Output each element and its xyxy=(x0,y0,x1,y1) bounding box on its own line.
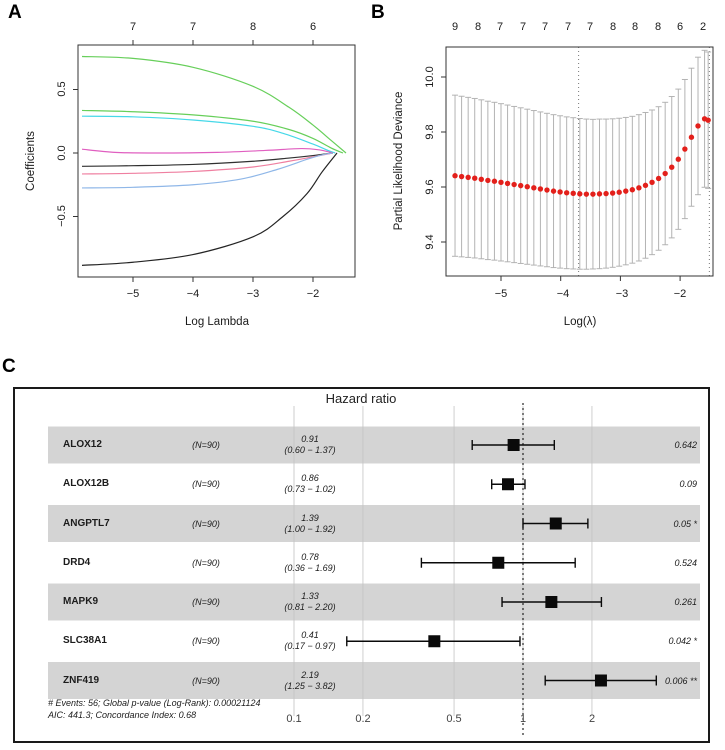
forest-x-tick-label: 0.2 xyxy=(355,713,371,725)
forest-gene-label: DRD4 xyxy=(63,557,91,568)
forest-ci-value: (0.17 − 0.97) xyxy=(284,640,336,651)
forest-gene-label: ZNF419 xyxy=(63,675,100,686)
forest-gene-label: MAPK9 xyxy=(63,596,99,607)
forest-hr-cell xyxy=(284,591,335,612)
cv-top-axis-label: 9 xyxy=(451,21,459,33)
forest-n-label: (N=90) xyxy=(192,479,220,489)
forest-x-tick-label: 0.1 xyxy=(286,713,302,725)
coef-path-4 xyxy=(82,149,333,153)
forest-hr-value: 1.39 xyxy=(301,513,319,523)
forest-x-tick-label: 1 xyxy=(519,713,527,725)
cv-x-tick-label: −2 xyxy=(673,288,687,300)
forest-hr-cell xyxy=(284,630,335,651)
cv-top-axis-label: 6 xyxy=(676,21,684,33)
cv-top-axis-label: 7 xyxy=(519,21,527,33)
forest-hr-marker xyxy=(550,518,562,530)
panel-b-letter: B xyxy=(371,2,385,23)
forest-ci-value: (1.25 − 3.82) xyxy=(284,680,336,691)
forest-hr-marker xyxy=(502,478,514,490)
lasso-curves xyxy=(82,56,346,265)
forest-hr-cell xyxy=(284,513,335,534)
forest-gene-label: ALOX12 xyxy=(63,439,102,450)
lasso-y-tick-label: 0.0 xyxy=(56,145,68,161)
lasso-top-axis-label: 8 xyxy=(249,21,257,33)
forest-p-value: 0.09 xyxy=(679,479,697,489)
forest-gene-label: ANGPTL7 xyxy=(63,518,110,529)
cv-top-axis-label: 8 xyxy=(474,21,482,33)
forest-row-band xyxy=(48,427,700,464)
forest-hr-marker xyxy=(492,557,504,569)
forest-n-label: (N=90) xyxy=(192,636,220,646)
forest-p-value: 0.042 * xyxy=(668,636,697,646)
forest-hr-marker xyxy=(508,439,520,451)
forest-n-label: (N=90) xyxy=(192,440,220,450)
forest-title: Hazard ratio xyxy=(325,391,397,406)
lasso-y-tick-label: −0.5 xyxy=(56,205,68,227)
forest-hr-value: 0.91 xyxy=(301,434,319,444)
forest-hr-value: 0.41 xyxy=(301,630,319,640)
forest-ci-value: (0.81 − 2.20) xyxy=(284,601,336,612)
cv-top-axis-label: 8 xyxy=(654,21,662,33)
cv-top-axis-label: 7 xyxy=(496,21,504,33)
forest-plot xyxy=(14,388,709,742)
lasso-x-tick-label: −4 xyxy=(186,288,200,300)
forest-hr-value: 1.33 xyxy=(301,591,319,601)
forest-p-value: 0.006 ** xyxy=(664,676,697,686)
forest-n-label: (N=90) xyxy=(192,597,220,607)
panel-c-letter: C xyxy=(2,356,16,377)
forest-ci-value: (0.73 − 1.02) xyxy=(284,483,336,494)
forest-footer-aic: AIC: 441.3; Concordance Index: 0.68 xyxy=(48,710,197,720)
lasso-y-tick-label: 0.5 xyxy=(56,81,68,97)
forest-whiskers xyxy=(347,439,657,687)
lasso-x-tick-label: −3 xyxy=(246,288,260,300)
forest-p-value: 0.05 * xyxy=(673,519,697,529)
forest-n-label: (N=90) xyxy=(192,676,220,686)
forest-hr-marker xyxy=(545,596,557,608)
forest-hr-cell xyxy=(284,473,335,494)
cv-top-axis-label: 7 xyxy=(564,21,572,33)
forest-hr-value: 0.78 xyxy=(301,552,319,562)
forest-n-label: (N=90) xyxy=(192,558,220,568)
forest-row-band xyxy=(48,584,700,621)
cv-y-tick-label: 9.6 xyxy=(424,179,436,195)
lasso-top-axis-label: 6 xyxy=(309,21,317,33)
forest-hr-marker xyxy=(595,675,607,687)
cv-errorbars xyxy=(452,50,711,269)
coef-path-8 xyxy=(82,153,337,265)
forest-x-tick-label: 2 xyxy=(588,713,596,725)
cv-y-tick-label: 9.4 xyxy=(424,234,436,250)
cv-x-tick-label: −4 xyxy=(556,288,570,300)
cv-top-axis-label: 7 xyxy=(541,21,549,33)
forest-x-tick-label: 0.5 xyxy=(446,713,462,725)
cv-top-axis-label: 8 xyxy=(609,21,617,33)
forest-p-value: 0.261 xyxy=(674,597,697,607)
forest-hr-cell xyxy=(284,434,335,455)
cv-y-tick-label: 10.0 xyxy=(424,66,436,88)
forest-hr-cell xyxy=(284,552,335,573)
forest-hr-marker xyxy=(428,635,440,647)
cv-top-axis-label: 2 xyxy=(699,21,707,33)
forest-gene-label: SLC38A1 xyxy=(63,635,107,646)
lasso-y-axis-title: Coefficients xyxy=(25,131,37,191)
coef-path-3 xyxy=(82,116,335,153)
forest-hr-value: 2.19 xyxy=(301,670,319,680)
forest-ci-value: (1.00 − 1.92) xyxy=(284,523,336,534)
lasso-x-tick-label: −2 xyxy=(306,288,320,300)
forest-gene-label: ALOX12B xyxy=(63,478,110,489)
lasso-plot-border xyxy=(78,45,355,277)
coef-path-1 xyxy=(82,56,346,153)
lasso-plot xyxy=(73,40,355,282)
cv-x-axis-title: Log(λ) xyxy=(563,316,597,328)
cv-top-axis-label: 8 xyxy=(631,21,639,33)
forest-ci-value: (0.60 − 1.37) xyxy=(284,444,336,455)
forest-row-band xyxy=(48,505,700,542)
cv-x-tick-label: −5 xyxy=(494,288,508,300)
forest-p-value: 0.642 xyxy=(674,440,697,450)
cv-y-axis-title: Partial Likelihood Deviance xyxy=(393,91,405,231)
forest-hr-cell xyxy=(284,670,335,691)
cv-x-tick-label: −3 xyxy=(615,288,629,300)
forest-n-label: (N=90) xyxy=(192,519,220,529)
cv-y-tick-label: 9.8 xyxy=(424,124,436,140)
forest-p-value: 0.524 xyxy=(674,558,697,568)
forest-footer-events: # Events: 56; Global p-value (Log-Rank): 0.00021124 xyxy=(48,698,261,708)
lasso-x-tick-label: −5 xyxy=(126,288,140,300)
forest-ci-value: (0.36 − 1.69) xyxy=(284,562,336,573)
lasso-top-axis-label: 7 xyxy=(129,21,137,33)
cv-top-axis-label: 7 xyxy=(586,21,594,33)
lasso-top-axis-label: 7 xyxy=(189,21,197,33)
lasso-x-axis-title: Log Lambda xyxy=(185,316,249,328)
panel-a-letter: A xyxy=(8,2,22,23)
forest-hr-value: 0.86 xyxy=(301,473,319,483)
